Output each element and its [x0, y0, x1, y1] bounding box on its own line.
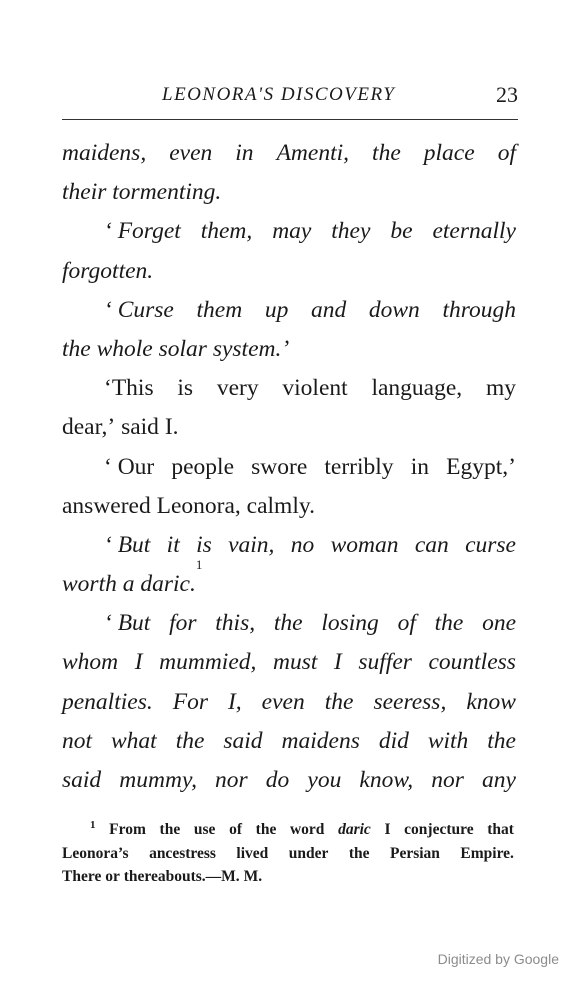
- word: know: [466, 688, 516, 715]
- text-line: [62, 408, 516, 447]
- text-line: [62, 212, 516, 251]
- word: even: [169, 140, 213, 166]
- footnote-word: the: [348, 844, 370, 862]
- word: ‘ But: [104, 531, 151, 558]
- word: did: [378, 727, 409, 754]
- word: the: [175, 727, 205, 754]
- word: Egypt,’: [446, 453, 516, 480]
- word: my: [485, 375, 516, 402]
- word: mummied,: [159, 649, 257, 676]
- footnote-word: Empire.: [460, 844, 514, 862]
- word: down: [368, 296, 420, 323]
- footnote-word: ancestress: [149, 844, 216, 862]
- text-line: [62, 604, 516, 643]
- word: countless: [428, 649, 516, 676]
- word: solar: [158, 335, 207, 362]
- word: they: [331, 218, 371, 245]
- word: I: [333, 649, 342, 676]
- word: a: [122, 571, 135, 598]
- word: ‘This: [104, 375, 154, 402]
- word: not: [62, 727, 93, 754]
- text-line: [62, 761, 516, 800]
- text-line: [62, 291, 516, 330]
- word: Amenti,: [276, 140, 350, 166]
- footnote-word: under: [288, 844, 329, 862]
- word: the: [434, 610, 464, 637]
- footnote-word: From: [109, 821, 146, 838]
- word: said: [62, 767, 102, 793]
- page-number: 23: [496, 82, 518, 107]
- word: whole: [96, 335, 153, 362]
- word: this,: [215, 610, 256, 637]
- footnote-word: M.: [243, 868, 263, 885]
- word: I.: [164, 414, 179, 441]
- running-title: LEONORA'S DISCOVERY: [162, 84, 396, 105]
- footnote-reference: 1: [195, 557, 203, 573]
- footnote-word: lived: [236, 844, 269, 862]
- word: of: [397, 610, 416, 637]
- word: swore: [251, 453, 308, 480]
- word: know,: [359, 767, 414, 793]
- word: them,: [200, 218, 253, 245]
- footnote-line: [62, 818, 514, 842]
- word: be: [390, 218, 413, 245]
- word: suffer: [358, 649, 412, 676]
- text-line: [62, 557, 516, 604]
- word: violent: [282, 375, 348, 402]
- footnote-marker: 1: [90, 818, 96, 831]
- word: I,: [227, 688, 242, 715]
- footnote-word: that: [487, 821, 514, 838]
- word: Leonora,: [156, 492, 241, 519]
- text-line: [62, 173, 516, 212]
- word: daric.: [140, 571, 196, 598]
- footnote-word: or: [105, 868, 120, 885]
- footnote-word: thereabouts.—M.: [123, 868, 240, 885]
- word: very: [216, 375, 259, 402]
- word: I: [134, 649, 143, 676]
- word: place: [423, 140, 475, 166]
- word: system.’: [212, 335, 290, 362]
- word: seeress,: [373, 688, 447, 715]
- word: with: [427, 727, 469, 754]
- word: penalties.: [62, 688, 153, 715]
- word: language,: [371, 375, 463, 402]
- word: For: [172, 688, 208, 715]
- word: is: [177, 375, 194, 402]
- word: any: [482, 767, 516, 793]
- header-rule: [62, 119, 518, 120]
- word: the: [324, 688, 354, 715]
- word: their: [62, 179, 107, 206]
- word: must: [272, 649, 318, 676]
- text-line: [62, 330, 516, 369]
- word: up: [264, 296, 289, 323]
- word: may: [272, 218, 312, 245]
- word: said: [121, 414, 159, 441]
- word: one: [482, 610, 516, 637]
- footnote: [62, 818, 514, 889]
- text-line: [62, 134, 516, 173]
- word: losing: [321, 610, 379, 637]
- word: the: [372, 140, 401, 166]
- text-line: [62, 369, 516, 408]
- text-line: [62, 526, 516, 565]
- word: is: [196, 531, 212, 558]
- footnote-word: conjecture: [404, 821, 474, 838]
- text-line: [62, 487, 516, 526]
- word: them: [196, 296, 243, 323]
- word: the: [487, 727, 516, 754]
- word: ‘ Curse: [104, 296, 174, 323]
- footnote-word: daric: [338, 821, 371, 838]
- word: no: [290, 531, 315, 558]
- word: whom: [62, 649, 119, 676]
- word: of: [497, 140, 516, 166]
- word: nor: [431, 767, 464, 793]
- word: ‘ But: [104, 610, 151, 637]
- word: through: [442, 296, 516, 323]
- word: what: [111, 727, 157, 754]
- footnote-line: [62, 865, 514, 889]
- word: ‘ Our: [104, 453, 155, 480]
- digitized-by-google-watermark: Digitized by Google: [437, 951, 559, 967]
- word: and: [310, 296, 347, 323]
- footnote-word: Persian: [389, 844, 440, 862]
- word: even: [261, 688, 305, 715]
- word: the: [273, 610, 303, 637]
- footnote-word: the: [159, 821, 181, 838]
- word: calmly.: [246, 492, 315, 519]
- body-text: [62, 134, 516, 800]
- footnote-line: [62, 842, 514, 866]
- text-line: [62, 643, 516, 682]
- text-line: [62, 722, 516, 761]
- word: mummy,: [119, 767, 197, 793]
- word: do: [265, 767, 290, 793]
- footnote-word: There: [62, 868, 102, 885]
- word: said: [223, 727, 263, 754]
- text-line: [62, 252, 516, 291]
- word: in: [235, 140, 254, 166]
- word: people: [171, 453, 235, 480]
- running-head: [62, 82, 518, 112]
- footnote-marker-wrap: [90, 818, 96, 842]
- word: forgotten.: [62, 257, 154, 284]
- word: for: [169, 610, 197, 637]
- word: eternally: [432, 218, 516, 245]
- word: woman: [330, 531, 399, 558]
- word: nor: [215, 767, 248, 793]
- word: terribly: [324, 453, 394, 480]
- word: it: [166, 531, 180, 558]
- footnote-word: use: [193, 821, 216, 838]
- word: answered: [62, 492, 151, 519]
- footnote-word: the: [255, 821, 277, 838]
- word: ‘ Forget: [104, 218, 181, 245]
- footnote-word: word: [289, 821, 325, 838]
- footnote-word: Leonora’s: [62, 844, 129, 862]
- word: you: [307, 767, 342, 793]
- text-line: [62, 683, 516, 722]
- word: in: [410, 453, 429, 480]
- word: vain,: [228, 531, 275, 558]
- word: the: [62, 335, 91, 362]
- word: can: [414, 531, 449, 558]
- word: worth: [62, 571, 117, 598]
- text-line: [62, 448, 516, 487]
- footnote-word: I: [384, 821, 391, 838]
- word: maidens,: [62, 140, 147, 166]
- word: curse: [465, 531, 516, 558]
- footnote-word: of: [229, 821, 242, 838]
- word: tormenting.: [112, 179, 222, 206]
- word: maidens: [281, 727, 360, 754]
- word: dear,’: [62, 414, 116, 441]
